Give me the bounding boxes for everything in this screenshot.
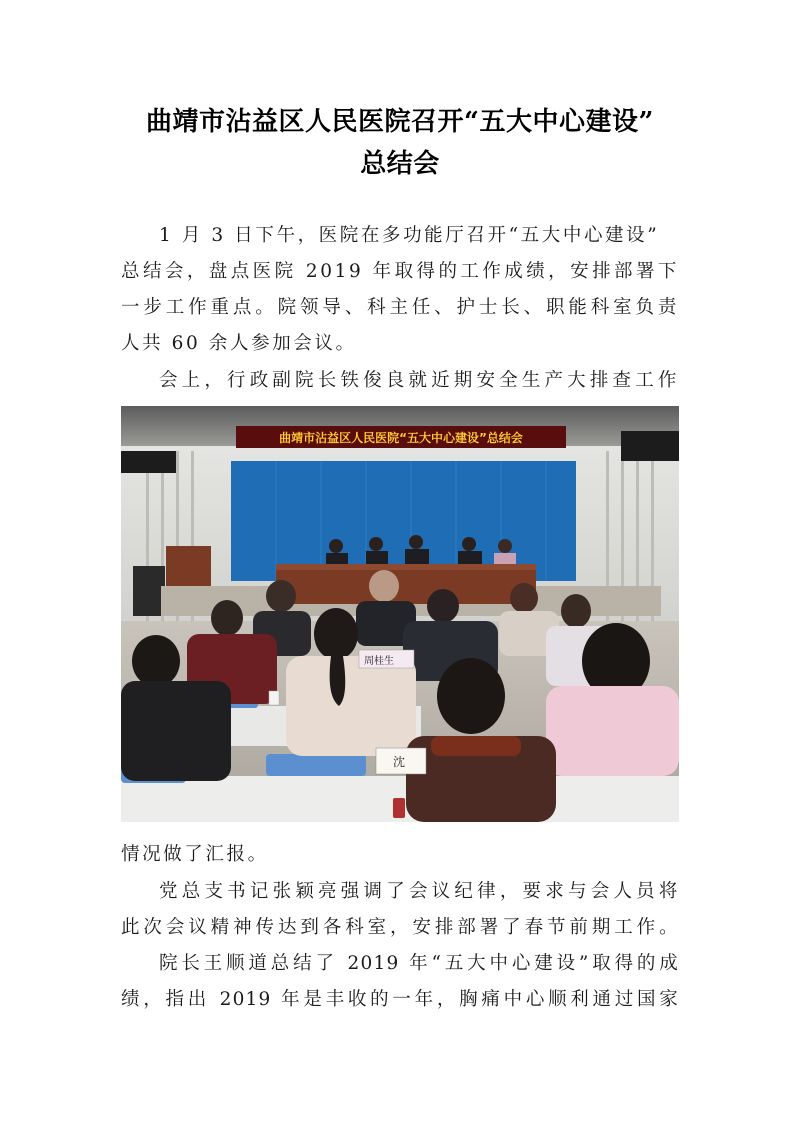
paragraph-1-line-2: 总结会，盘点医院 2019 年取得的工作成绩，安排部署下 [121,261,679,282]
meeting-photo [121,406,679,822]
paragraph-1-line-4: 人共 60 余人参加会议。 [121,333,357,354]
name-card-1: 沈 [393,755,406,769]
banner-text: 曲靖市沾益区人民医院“五大中心建设”总结会 [279,431,523,445]
paragraph-2-line-1: 会上，行政副院长铁俊良就近期安全生产大排查工作 [159,370,679,391]
paragraph-3-line-1: 党总支书记张颖亮强调了会议纪律，要求与会人员将 [159,881,679,902]
paragraph-2-line-2: 情况做了汇报。 [121,844,269,865]
name-card-2: 周桂生 [364,656,394,667]
paragraph-1-line-1: 1 月 3 日下午，医院在多功能厅召开“五大中心建设” [159,225,660,246]
article-title-line-2: 总结会 [360,149,440,179]
paragraph-3-line-2: 此次会议精神传达到各科室，安排部署了春节前期工作。 [121,917,679,938]
paragraph-1-line-3: 一步工作重点。院领导、科主任、护士长、职能科室负责 [121,297,679,318]
paragraph-4-line-1: 院长王顺道总结了 2019 年“五大中心建设”取得的成 [159,953,679,974]
article-title-line-1: 曲靖市沾益区人民医院召开“五大中心建设” [146,107,654,137]
paragraph-4-line-2: 绩，指出 2019 年是丰收的一年，胸痛中心顺利通过国家 [121,989,679,1010]
